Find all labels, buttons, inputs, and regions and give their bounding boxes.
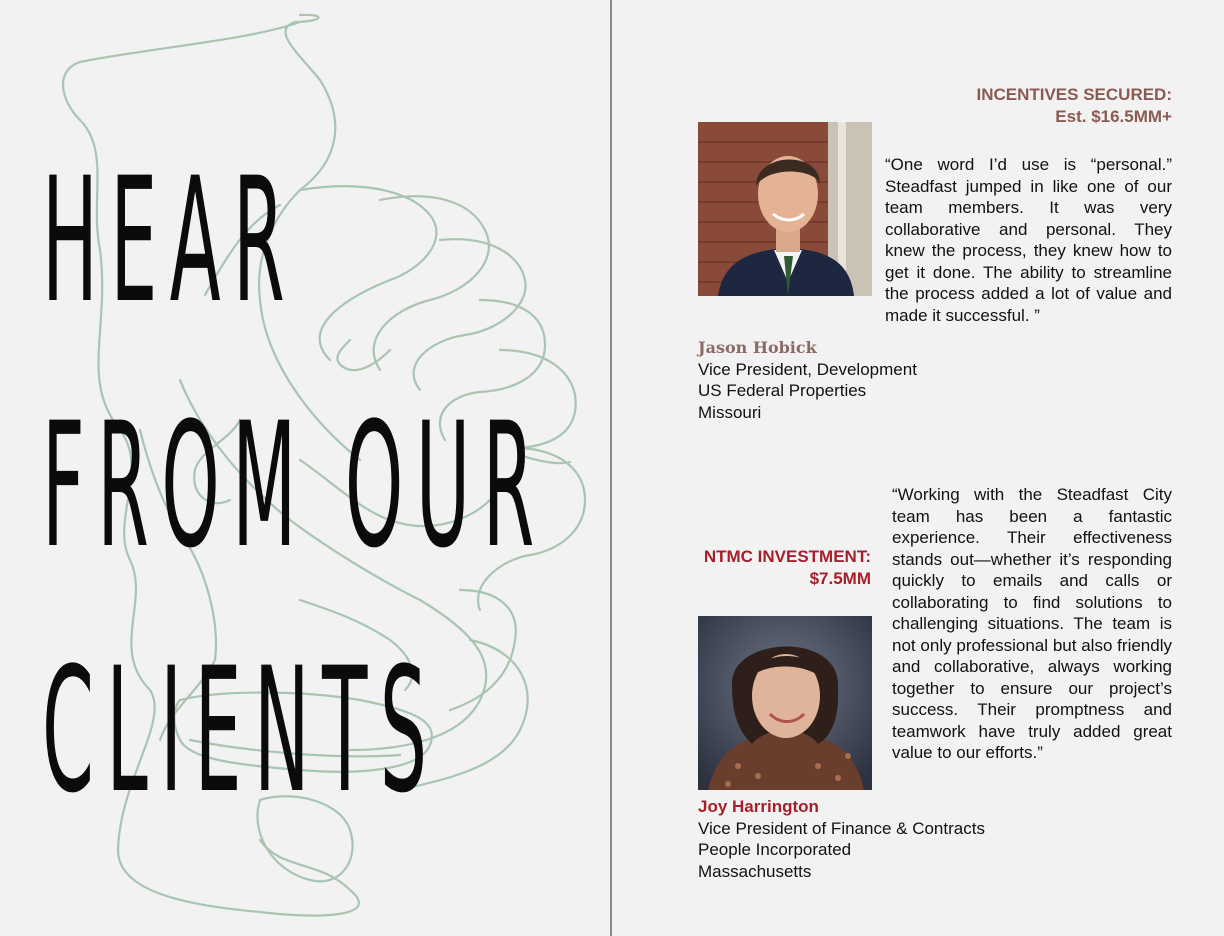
portrait-man-icon	[698, 122, 872, 296]
testimonials-panel	[612, 0, 1224, 936]
client-title: Vice President, Development	[698, 359, 917, 379]
client-location: Massachusetts	[698, 861, 812, 881]
portrait-woman-icon	[698, 616, 872, 790]
headline-line: FROM OUR	[42, 385, 547, 586]
stat-label: NTMC INVESTMENT:	[703, 547, 871, 566]
stat-value: $7.5MM	[809, 569, 871, 588]
stat-value: Est. $16.5MM+	[1055, 107, 1172, 126]
attribution	[698, 796, 985, 882]
testimonial-quote: “Working with the Steadfast City team has been a fantastic experience. Their effectiveness stands out—whether it’s responding quickly to emails and calls or collaborating to find solutions to challenging situations. The team is not only professional but also friendly and collaborative, always working together to ensure our project’s success. Their promptness and teamwork have truly added great value to our efforts.”	[892, 485, 1172, 762]
stat-investment	[652, 546, 871, 590]
client-name: Joy Harrington	[698, 797, 819, 816]
stat-incentives	[976, 84, 1172, 128]
attribution	[698, 337, 917, 423]
headline-line: CLIENTS	[42, 630, 440, 831]
client-title: Vice President of Finance & Contracts	[698, 818, 985, 838]
headline-line: HEAR	[42, 140, 298, 341]
stat-label: INCENTIVES SECURED:	[976, 85, 1172, 104]
client-company: People Incorporated	[698, 840, 852, 859]
testimonial-quote: “One word I’d use is “personal.” Steadfast jumped in like one of our team members. It was very collaborative and personal. They knew the process, they knew how to get it done. The ability to streamline the process added a lot of value and made it successful. ”	[885, 155, 1172, 325]
client-company: US Federal Properties	[698, 381, 867, 400]
headline	[42, 118, 602, 853]
client-location: Missouri	[698, 402, 762, 422]
client-name: Jason Hobick	[698, 338, 817, 357]
